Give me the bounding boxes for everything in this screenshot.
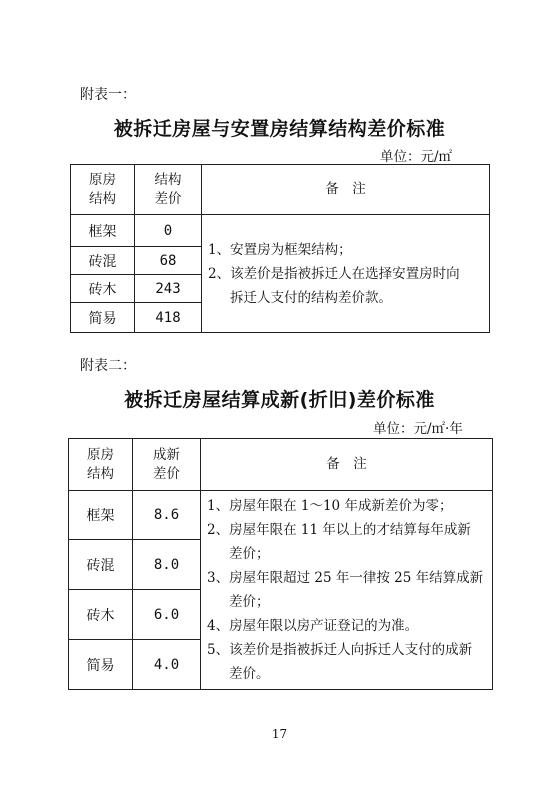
- table1-title: 被拆迁房屋与安置房结算结构差价标准: [113, 118, 446, 140]
- table2-caption: 附表二：: [80, 358, 136, 374]
- table2-structure-cell: 砖木: [69, 590, 133, 640]
- table2-value-cell: 4.0: [133, 640, 201, 690]
- table1-header-notes: 备 注: [202, 165, 490, 215]
- table2-note-4: 4、房屋年限以房产证登记的为准。: [207, 618, 419, 634]
- table1-header-diff: 结构 差价: [135, 165, 202, 215]
- table2-structure-cell: 简易: [69, 640, 133, 690]
- table1-value-cell: 243: [135, 275, 202, 303]
- table2-note-5-cont: 差价。: [229, 666, 270, 682]
- table1-header-structure: 原房 结构: [71, 165, 135, 215]
- page-number: 17: [271, 727, 288, 741]
- table1: [70, 164, 490, 333]
- table1-unit: 单位：元/㎡: [380, 149, 453, 165]
- table2-note-3: 3、房屋年限超过 25 年一律按 25 年结算成新: [207, 570, 484, 586]
- table1-note-2: 2、该差价是指被拆迁人在选择安置房时向: [208, 265, 460, 282]
- table2: [68, 438, 493, 690]
- table1-structure-cell: 简易: [71, 303, 135, 333]
- table2-structure-cell: 砖混: [69, 540, 133, 590]
- table2-value-cell: 8.0: [133, 540, 201, 590]
- table2-note-1: 1、房屋年限在 1～10 年成新差价为零；: [207, 498, 453, 514]
- table1-value-cell: 418: [135, 303, 202, 333]
- table2-note-3-cont: 差价；: [229, 594, 270, 610]
- table2-value-cell: 6.0: [133, 590, 201, 640]
- table2-unit: 单位：元/㎡·年: [373, 421, 463, 437]
- table2-note-2-cont: 差价；: [229, 546, 270, 562]
- table2-value-cell: 8.6: [133, 491, 201, 540]
- table-row: [69, 491, 493, 540]
- table2-structure-cell: 框架: [69, 491, 133, 540]
- table2-header-structure: 原房 结构: [69, 439, 133, 491]
- table1-note-1: 1、安置房为框架结构；: [208, 241, 352, 258]
- table2-note-2: 2、房屋年限在 11 年以上的才结算每年成新: [207, 522, 471, 538]
- table1-structure-cell: 砖混: [71, 247, 135, 275]
- table1-structure-cell: 砖木: [71, 275, 135, 303]
- table-row: [71, 215, 490, 247]
- table1-note-2-cont: 拆迁人支付的结构差价款。: [230, 289, 392, 306]
- table1-caption: 附表一：: [80, 87, 136, 103]
- table1-value-cell: 68: [135, 247, 202, 275]
- table2-note-5: 5、该差价是指被拆迁人向拆迁人支付的成新: [207, 642, 473, 658]
- table2-header-notes: 备 注: [201, 439, 493, 491]
- table2-notes: [201, 491, 493, 690]
- table1-structure-cell: 框架: [71, 215, 135, 247]
- table1-notes: [202, 215, 490, 333]
- table1-value-cell: 0: [135, 215, 202, 247]
- table2-title: 被拆迁房屋结算成新(折旧)差价标准: [124, 389, 435, 411]
- table2-header-diff: 成新 差价: [133, 439, 201, 491]
